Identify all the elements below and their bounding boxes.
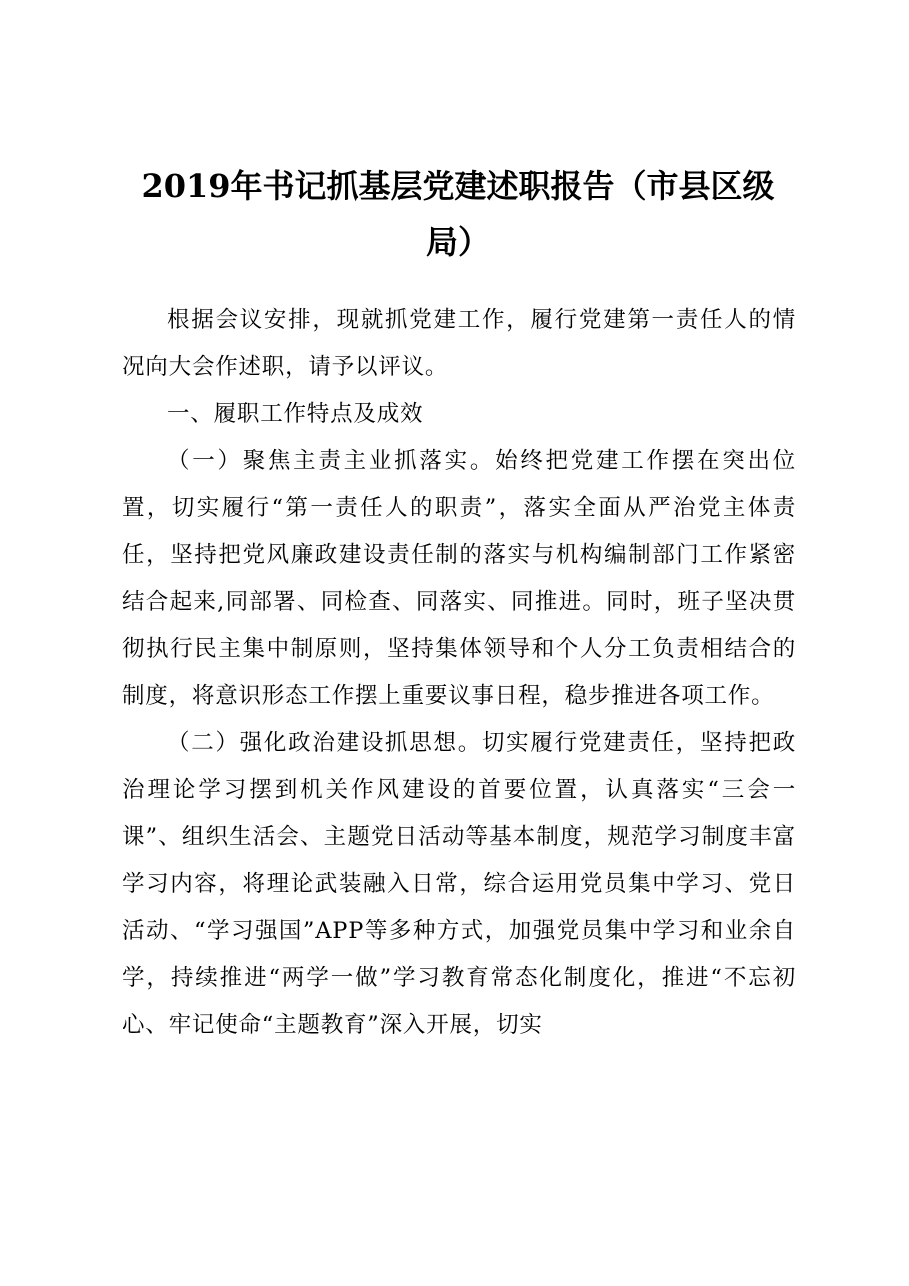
paragraph-intro: 根据会议安排，现就抓党建工作，履行党建第一责任人的情况向大会作述职，请予以评议。	[122, 307, 796, 380]
document-title: 2019年书记抓基层党建述职报告（市县区级局）	[141, 167, 775, 261]
section-heading: 一、履职工作特点及成效	[167, 401, 424, 427]
document-body	[122, 297, 796, 1049]
paragraph-section-2: （二）强化政治建设抓思想。切实履行党建责任，坚持把政治理论学习摆到机关作风建设的首要位置，认真落实“三会一课”、组织生活会、主题党日活动等基本制度，规范学习制度丰富学习内容，将理论武装融入日常，综合运用党员集中学习、党日活动、“学习强国”APP等多种方式，加强党员集中学习和业余自学，持续推进“两学一做”学习教育常态化制度化，推进“不忘初心、牢记使命“主题教育”深入开展，切实	[122, 730, 796, 1038]
paragraph-section-1: （一）聚焦主责主业抓落实。始终把党建工作摆在突出位置，切实履行“第一责任人的职责”，落实全面从严治党主体责任，坚持把党风廉政建设责任制的落实与机构编制部门工作紧密结合起来,同部署、同检查、同落实、同推进。同时，班子坚决贯彻执行民主集中制原则，坚持集体领导和个人分工负责相结合的制度，将意识形态工作摆上重要议事日程，稳步推进各项工作。	[122, 448, 796, 709]
